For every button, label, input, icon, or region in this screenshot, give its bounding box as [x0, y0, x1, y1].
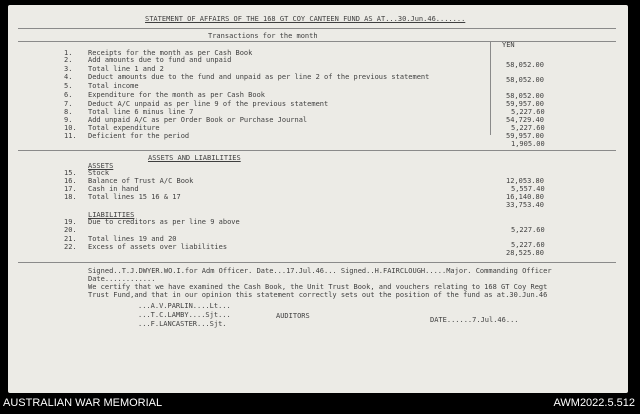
- line-number: 4.: [64, 73, 73, 81]
- auditors-label: AUDITORS: [276, 312, 310, 320]
- line-number: 8.: [64, 108, 73, 116]
- line-number: 18.: [64, 193, 77, 201]
- line-number: 5.: [64, 82, 73, 90]
- footer-accession-number: AWM2022.5.512: [553, 397, 635, 409]
- line-amount: 59,957.00: [506, 100, 544, 108]
- line-amount: 5,227.60: [511, 226, 545, 234]
- line-text: Total line 6 minus line 7: [88, 108, 194, 116]
- line-amount: 58,052.00: [506, 61, 544, 69]
- certification-line-2: Trust Fund,and that in our opinion this statement correctly sets out the position of the fund as at.30.Jun.46: [88, 291, 548, 299]
- line-number: 3.: [64, 65, 73, 73]
- line-amount: 58,052.00: [506, 92, 544, 100]
- line-text: Expenditure for the month as per Cash Book: [88, 91, 266, 99]
- line-text: Receipts for the month as per Cash Book: [88, 49, 253, 57]
- line-amount: 58,052.00: [506, 76, 544, 84]
- line-amount: 5,557.40: [511, 185, 545, 193]
- line-text: Add amounts due to fund and unpaid: [88, 56, 232, 64]
- line-amount: 59,957.00: [506, 132, 544, 140]
- auditors-date: DATE......7.Jul.46...: [430, 316, 519, 324]
- line-amount: 1,905.00: [511, 140, 545, 148]
- line-text: Balance of Trust A/C Book: [88, 177, 194, 185]
- line-text: Add unpaid A/C as per Order Book or Purchase Journal: [88, 116, 308, 124]
- transactions-heading: Transactions for the month: [208, 32, 318, 40]
- line-number: 7.: [64, 100, 73, 108]
- footer-institution: AUSTRALIAN WAR MEMORIAL: [3, 397, 163, 409]
- line-number: 16.: [64, 177, 77, 185]
- signed-line: Signed..T.J.DWYER.WO.I.for Adm Officer. Date...17.Jul.46... Signed..H.FAIRCLOUGH.....Major. Commanding Officer: [88, 267, 552, 275]
- line-number: 19.: [64, 218, 77, 226]
- auditor-2: ...T.C.LAMBY....Sjt...: [138, 311, 231, 319]
- line-number: 1.: [64, 49, 73, 57]
- line-text: Deficient for the period: [88, 132, 190, 140]
- line-text: Cash in hand: [88, 185, 139, 193]
- line-number: 6.: [64, 91, 73, 99]
- line-amount: 5,227.60: [511, 108, 545, 116]
- line-amount: 54,729.40: [506, 116, 544, 124]
- archive-footer: [0, 393, 640, 414]
- line-amount: 33,753.40: [506, 201, 544, 209]
- line-text: Total lines 15 16 & 17: [88, 193, 181, 201]
- signature-rule: [18, 262, 616, 263]
- line-number: 22.: [64, 243, 77, 251]
- line-text: Deduct amounts due to the fund and unpaid as per line 2 of the previous statement: [88, 73, 430, 81]
- section-rule: [18, 150, 616, 151]
- line-amount: 5,227.60: [511, 124, 545, 132]
- line-text: Total lines 19 and 20: [88, 235, 177, 243]
- header-rule: [18, 41, 616, 42]
- line-number: 11.: [64, 132, 77, 140]
- line-text: Due to creditors as per line 9 above: [88, 218, 240, 226]
- line-number: 2.: [64, 56, 73, 64]
- title-rule: [18, 28, 616, 29]
- line-text: Total line 1 and 2: [88, 65, 164, 73]
- date-line: Date............: [88, 275, 156, 283]
- line-text: Excess of assets over liabilities: [88, 243, 228, 251]
- line-amount: 16,140.80: [506, 193, 544, 201]
- line-text: Total income: [88, 82, 139, 90]
- line-number: 21.: [64, 235, 77, 243]
- amount-column-divider: [490, 41, 491, 135]
- line-number: 20.: [64, 226, 77, 234]
- assets-label: ASSETS: [88, 162, 114, 170]
- line-amount: 5,227.60: [511, 241, 545, 249]
- liabilities-label: LIABILITIES: [88, 211, 135, 219]
- auditor-3: ...F.LANCASTER...Sjt.: [138, 320, 227, 328]
- line-number: 15.: [64, 169, 77, 177]
- line-text: Stock: [88, 169, 110, 177]
- line-number: 10.: [64, 124, 77, 132]
- document-title: STATEMENT OF AFFAIRS OF THE 168 GT COY CANTEEN FUND AS AT...30.Jun.46.......: [145, 15, 466, 23]
- line-number: 9.: [64, 116, 73, 124]
- currency-heading: YEN: [502, 41, 515, 49]
- line-amount: 28,525.80: [506, 249, 544, 257]
- line-text: Deduct A/C unpaid as per line 9 of the previous statement: [88, 100, 329, 108]
- line-number: 17.: [64, 185, 77, 193]
- line-text: Total expenditure: [88, 124, 160, 132]
- document-page: [8, 5, 628, 393]
- assets-liabilities-heading: ASSETS AND LIABILITIES: [148, 154, 241, 162]
- auditor-1: ...A.V.PARLIN....Lt...: [138, 302, 231, 310]
- certification-line-1: We certify that we have examined the Cash Book, the Unit Trust Book, and vouchers relating to 168 GT Coy Regt: [88, 283, 548, 291]
- line-amount: 12,053.80: [506, 177, 544, 185]
